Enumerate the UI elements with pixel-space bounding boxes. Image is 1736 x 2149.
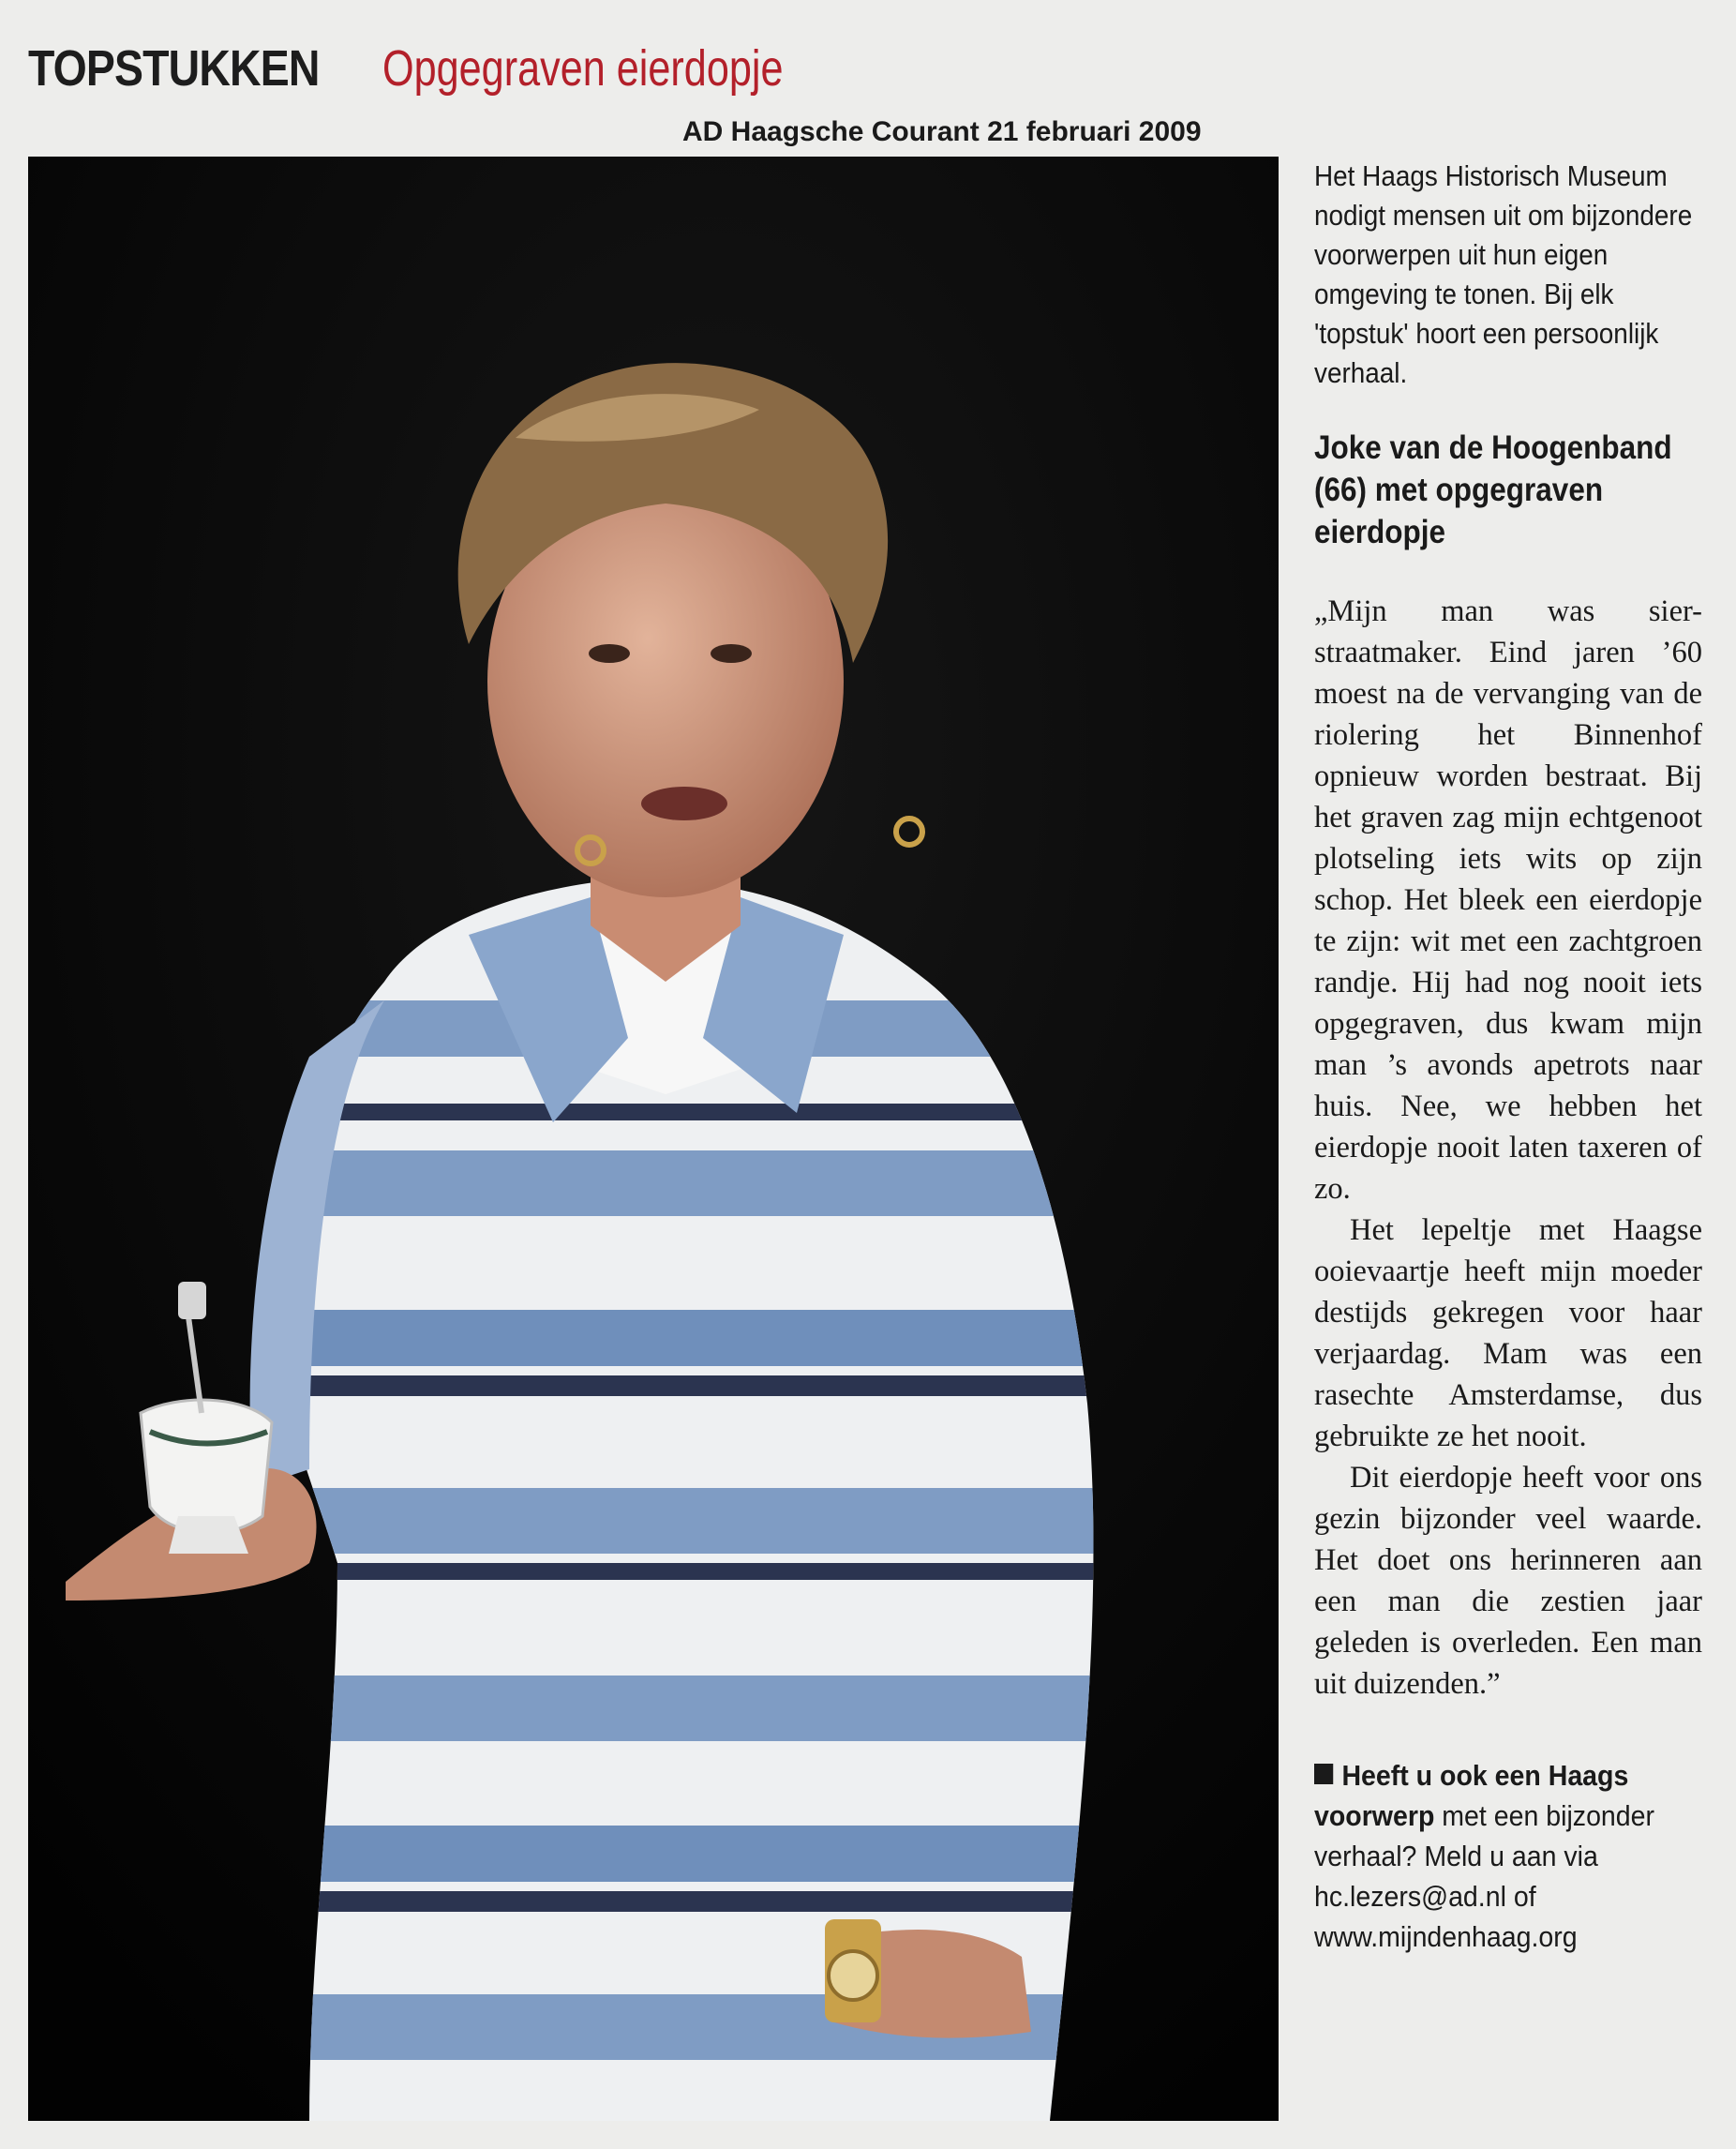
story-body bbox=[1314, 591, 1702, 1705]
intro-text: Het Haags Historisch Museum nodigt mensen uit om bijzondere voorwerpen uit hun eigen omgeving te tonen. Bij elk 'topstuk' hoort een persoonlijk verhaal. bbox=[1314, 159, 1693, 389]
section-kicker: TOPSTUKKEN bbox=[28, 40, 320, 97]
sidebar-text bbox=[1314, 157, 1702, 1957]
story-paragraph: „Mijn man was sier-straatmaker. Eind jaren ’60 moest na de vervanging van de riolering het Binnenhof opnieuw worden bestraat. Bij het graven zag mijn echtgenoot plotseling iets wits op zijn schop. Het bleek een eierdopje te zijn: wit met een zachtgroen randje. Hij had nog nooit iets opgegraven, dus kwam mijn man ’s avonds apetrots naar huis. Nee, we hebben het eierdopje nooit laten taxeren of zo. bbox=[1314, 594, 1702, 1206]
portrait-illustration bbox=[28, 157, 1279, 2121]
cta-bold: Heeft u ook een Haags voorwerp bbox=[1314, 1759, 1629, 1832]
portrait-photo bbox=[28, 157, 1279, 2121]
article-header bbox=[28, 39, 784, 114]
story-paragraph: Dit eierdopje heeft voor ons gezin bijzonder veel waarde. Het doet ons herinneren aan een man die zestien jaar geleden is overleden. Een man uit duizenden.” bbox=[1314, 1461, 1702, 1701]
story-paragraph: Het lepeltje met Haagse ooievaartje heeft mijn moeder destijds gekregen voor haar verjaardag. Mam was een rasechte Amsterdamse, dus gebruikte ze het nooit. bbox=[1314, 1213, 1702, 1453]
deck-heading: Joke van de Hoogenband (66) met opgegraven eierdopje bbox=[1314, 429, 1672, 550]
call-to-action bbox=[1314, 1755, 1702, 1957]
source-line: AD Haagsche Courant 21 februari 2009 bbox=[682, 116, 1202, 147]
bullet-square-icon bbox=[1314, 1764, 1333, 1784]
cta-text: met een bijzonder verhaal? Meld u aan via hc.lezers@ad.nl of www.mijndenhaag.org bbox=[1314, 1799, 1655, 1953]
article-headline: Opgegraven eierdopje bbox=[382, 40, 784, 97]
